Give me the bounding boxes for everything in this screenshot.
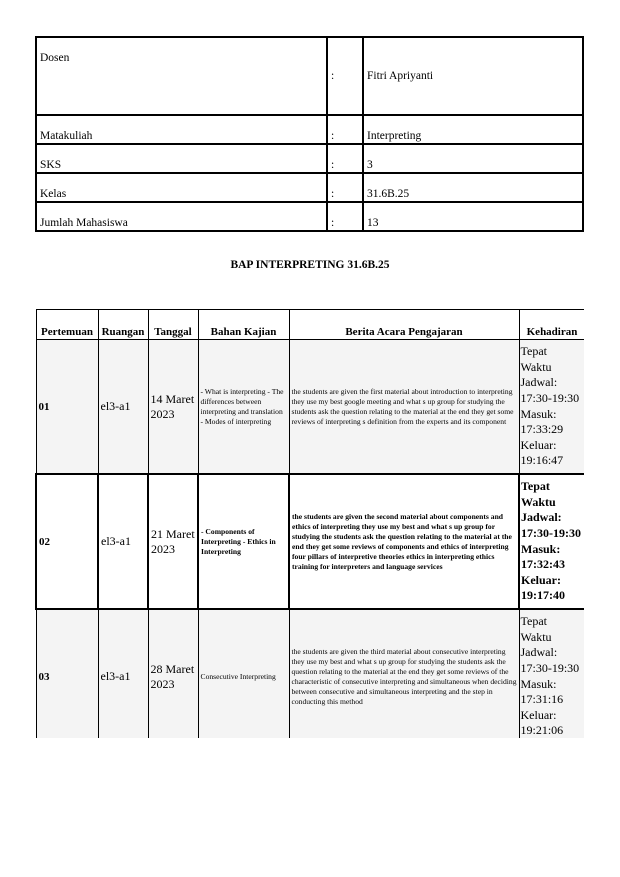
info-row-matakuliah (36, 115, 583, 144)
kehadiran-line: 19:17:40 (521, 588, 565, 603)
kehadiran-line: 17:30-19:30 (520, 390, 580, 405)
info-value: Interpreting (363, 115, 583, 144)
info-row-kelas (36, 173, 583, 202)
pertemuan-cell: 03 (36, 609, 98, 738)
berita-acara-cell: the students are given the second material about components and ethics of interpreting they use my best and what s up group for studying the students ask the question relating to the material at the end they get some reviews of components and ethics of interpreting four pillars of interpretive theories ethics in interpreting ethics training for interpreters and language services (289, 474, 519, 609)
berita-acara-cell: the students are given the first material about introduction to interpreting they use my best google meeting and what s up group for studying the students ask the question relating to the material at the end they get some reviews of interpreting s definition from the experts and its component (289, 340, 519, 475)
kehadiran-line: Keluar: (521, 572, 561, 587)
course-info-table (35, 36, 584, 232)
kehadiran-line: Masuk: (521, 541, 561, 556)
kehadiran-cell (519, 609, 584, 738)
tanggal-cell: 28 Maret 2023 (148, 609, 198, 738)
header-berita-acara: Berita Acara Pengajaran (289, 310, 519, 340)
bahan-kajian-cell: - Components of Interpreting - Ethics in Interpreting (198, 474, 289, 609)
tanggal-cell: 21 Maret 2023 (148, 474, 198, 609)
info-separator: : (327, 173, 363, 202)
info-separator: : (327, 37, 363, 115)
kehadiran-line: Waktu (520, 629, 552, 644)
kehadiran-line: 19:16:47 (520, 453, 564, 468)
info-separator: : (327, 202, 363, 231)
kehadiran-line: Waktu (521, 494, 556, 509)
kehadiran-line: 19:21:06 (520, 723, 564, 738)
kehadiran-line: 17:31:16 (520, 692, 564, 707)
kehadiran-line: Waktu (520, 359, 552, 374)
kehadiran-line: Keluar: (520, 437, 557, 452)
info-separator: : (327, 115, 363, 144)
info-value: 31.6B.25 (363, 173, 583, 202)
info-value: 3 (363, 144, 583, 173)
tanggal-cell: 14 Maret 2023 (148, 340, 198, 475)
ruangan-cell: el3-a1 (98, 474, 148, 609)
info-value: Fitri Apriyanti (363, 37, 583, 115)
header-ruangan: Ruangan (98, 310, 148, 340)
document-title: BAP INTERPRETING 31.6B.25 (230, 259, 390, 271)
pertemuan-cell: 02 (36, 474, 98, 609)
kehadiran-line: 17:33:29 (520, 422, 564, 437)
bahan-kajian-cell: Consecutive Interpreting (198, 609, 289, 738)
kehadiran-line: Tepat (520, 344, 547, 359)
bap-table-container (35, 309, 584, 738)
kehadiran-line: Keluar: (520, 707, 557, 722)
info-label: Matakuliah (36, 115, 327, 144)
ruangan-cell: el3-a1 (98, 340, 148, 475)
bap-header-row (36, 310, 584, 340)
info-value: 13 (363, 202, 583, 231)
kehadiran-line: Jadwal: (520, 375, 558, 390)
info-label: Jumlah Mahasiswa (36, 202, 327, 231)
info-row-dosen (36, 37, 583, 115)
header-tanggal: Tanggal (148, 310, 198, 340)
kehadiran-line: Masuk: (520, 676, 557, 691)
table-row (36, 340, 584, 475)
berita-acara-cell: the students are given the third material about consecutive interpreting they use my best and what s up group for studying the students ask the question relating to the material at the end they get some reviews of the characteristic of consecutive interpreting and simultaneous when deciding between consecutive and simultaneous interpreting and the step in conducting this method (289, 609, 519, 738)
table-row (36, 474, 584, 609)
kehadiran-line: Masuk: (520, 406, 557, 421)
kehadiran-cell (519, 340, 584, 475)
bap-table (35, 309, 584, 738)
kehadiran-line: Jadwal: (521, 510, 562, 525)
header-bahan-kajian: Bahan Kajian (198, 310, 289, 340)
info-label: Kelas (36, 173, 327, 202)
pertemuan-cell: 01 (36, 340, 98, 475)
info-label: SKS (36, 144, 327, 173)
kehadiran-line: 17:30-19:30 (520, 660, 580, 675)
kehadiran-line: Jadwal: (520, 645, 558, 660)
header-kehadiran: Kehadiran (519, 310, 584, 340)
ruangan-cell: el3-a1 (98, 609, 148, 738)
header-pertemuan: Pertemuan (36, 310, 98, 340)
kehadiran-line: 17:30-19:30 (521, 525, 581, 540)
info-label: Dosen (36, 37, 327, 115)
bahan-kajian-cell: - What is interpreting - The differences between interpreting and translation - Modes of interpreting (198, 340, 289, 475)
info-row-sks (36, 144, 583, 173)
info-row-jumlah-mahasiswa (36, 202, 583, 231)
table-row (36, 609, 584, 738)
kehadiran-line: Tepat (521, 479, 550, 494)
kehadiran-cell (519, 474, 584, 609)
info-separator: : (327, 144, 363, 173)
kehadiran-line: 17:32:43 (521, 557, 565, 572)
kehadiran-line: Tepat (520, 614, 547, 629)
